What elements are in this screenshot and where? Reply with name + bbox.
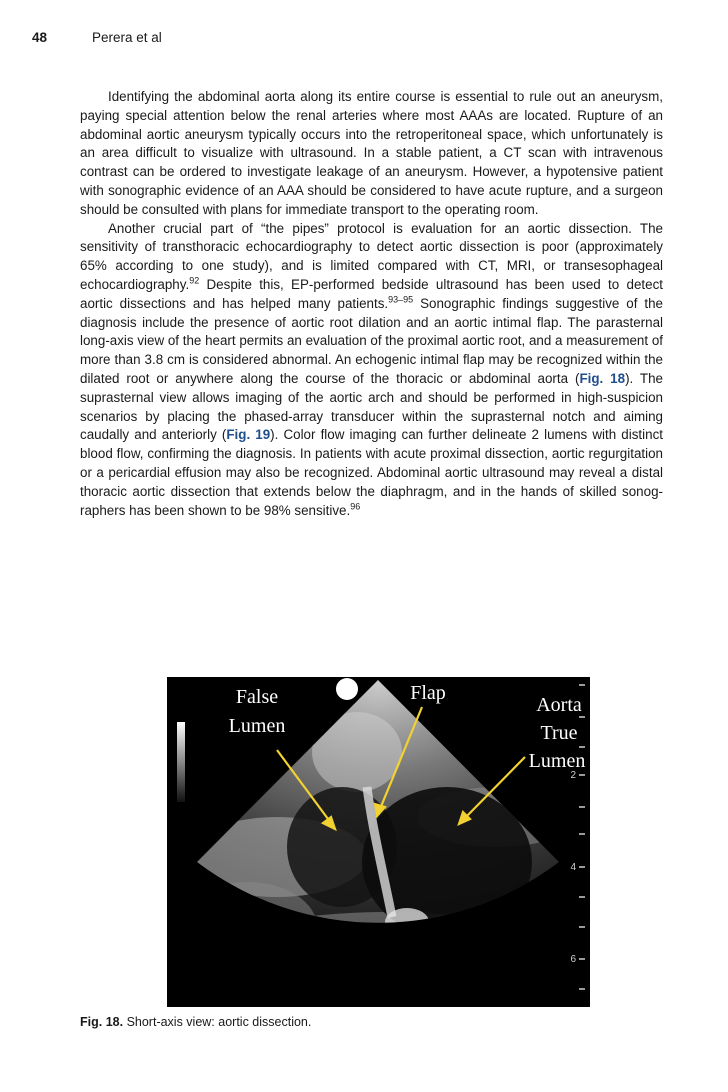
label-lumen-false: Lumen — [228, 715, 286, 737]
text-span: Despite this, EP-performed bedside ultrasound has been used to detect aortic dissections and has helped many patients. — [80, 276, 663, 311]
figure-caption — [80, 1015, 663, 1029]
label-false: False — [235, 686, 279, 708]
text-span: Sonographic findings suggestive of the diagnosis include the presence of aortic root dilation and an aortic intimal flap. The parasternal long-axis view of the heart permits an evaluation of the proximal aortic root, and a measurement of more than 3.8 cm is considered abnormal. An echogenic intimal flap may be recognized within the dilated root or anywhere along the course of the thoracic or abdominal aorta ( — [80, 295, 663, 386]
caption-label: Fig. 18. — [80, 1015, 124, 1029]
reference-96[interactable]: 96 — [350, 501, 361, 512]
depth-mark-4: 4 — [570, 862, 576, 873]
depth-mark-6: 6 — [570, 954, 576, 965]
label-lumen-true: Lumen — [528, 750, 586, 772]
paragraph-dissection — [80, 220, 663, 521]
ultrasound-figure — [167, 677, 590, 1007]
text-span: ). The suprasternal view allows imaging of the aortic arch and should be performed in high-suspicion scenarios by placing the phased-array transducer within the suprasternal notch and aiming caudally and anteriorly ( — [80, 370, 663, 443]
depth-mark-2: 2 — [570, 770, 576, 781]
reference-92[interactable]: 92 — [189, 275, 200, 286]
label-true: True — [540, 722, 578, 744]
figure-link-19[interactable]: Fig. 19 — [226, 427, 271, 443]
grayscale-bar — [177, 722, 185, 802]
probe-marker-icon — [336, 678, 358, 700]
page-header — [32, 30, 696, 50]
reference-93-95[interactable]: 93–95 — [388, 294, 414, 305]
caption-text: Short-axis view: aortic dissection. — [126, 1015, 312, 1029]
running-head: Perera et al — [92, 30, 162, 45]
paragraph-aaa: Identifying the abdominal aorta along its entire course is essential to rule out an aneurysm, paying special attention below the renal arteries where most AAAs are located. Rupture of an abdominal aortic aneurysm typically occurs into the retroperitoneal space, which unfortunately is an area difficult to visualize with ultrasound. In a stable patient, a CT scan with intravenous contrast can be ordered to investigate leakage of an aneurysm. However, a hypotensive patient with sonographic evidence of an AAA should be considered to have acute rupture, and a surgeon should be consulted with plans for immediate transport to the operating room. — [80, 89, 663, 217]
text-span: Another crucial part of “the pipes” protocol is evaluation for an aortic dissection. The sensitivity of transthoracic echocardiography to detect aortic dissection is poor (approximately 65% according to one study), and is limited compared with CT, MRI, or transesophageal echocardiography. — [80, 220, 663, 292]
label-flap: Flap — [410, 682, 446, 704]
page-number: 48 — [32, 30, 48, 45]
body-text — [80, 88, 663, 520]
text-span: ). Color flow imaging can further delineate 2 lumens with distinct blood flow, confirming the diagnosis. In patients with acute proximal dissection, aortic regurgitation or a pericardial effusion may also be recognized. Abdominal aortic ultrasound may reveal a distal thoracic aortic dissection that extends below the diaphragm, and in the hands of skilled sonographers has been shown to be 98% sensitive. — [80, 427, 663, 518]
label-aorta: Aorta — [536, 694, 582, 716]
figure-link-18[interactable]: Fig. 18 — [579, 370, 626, 386]
